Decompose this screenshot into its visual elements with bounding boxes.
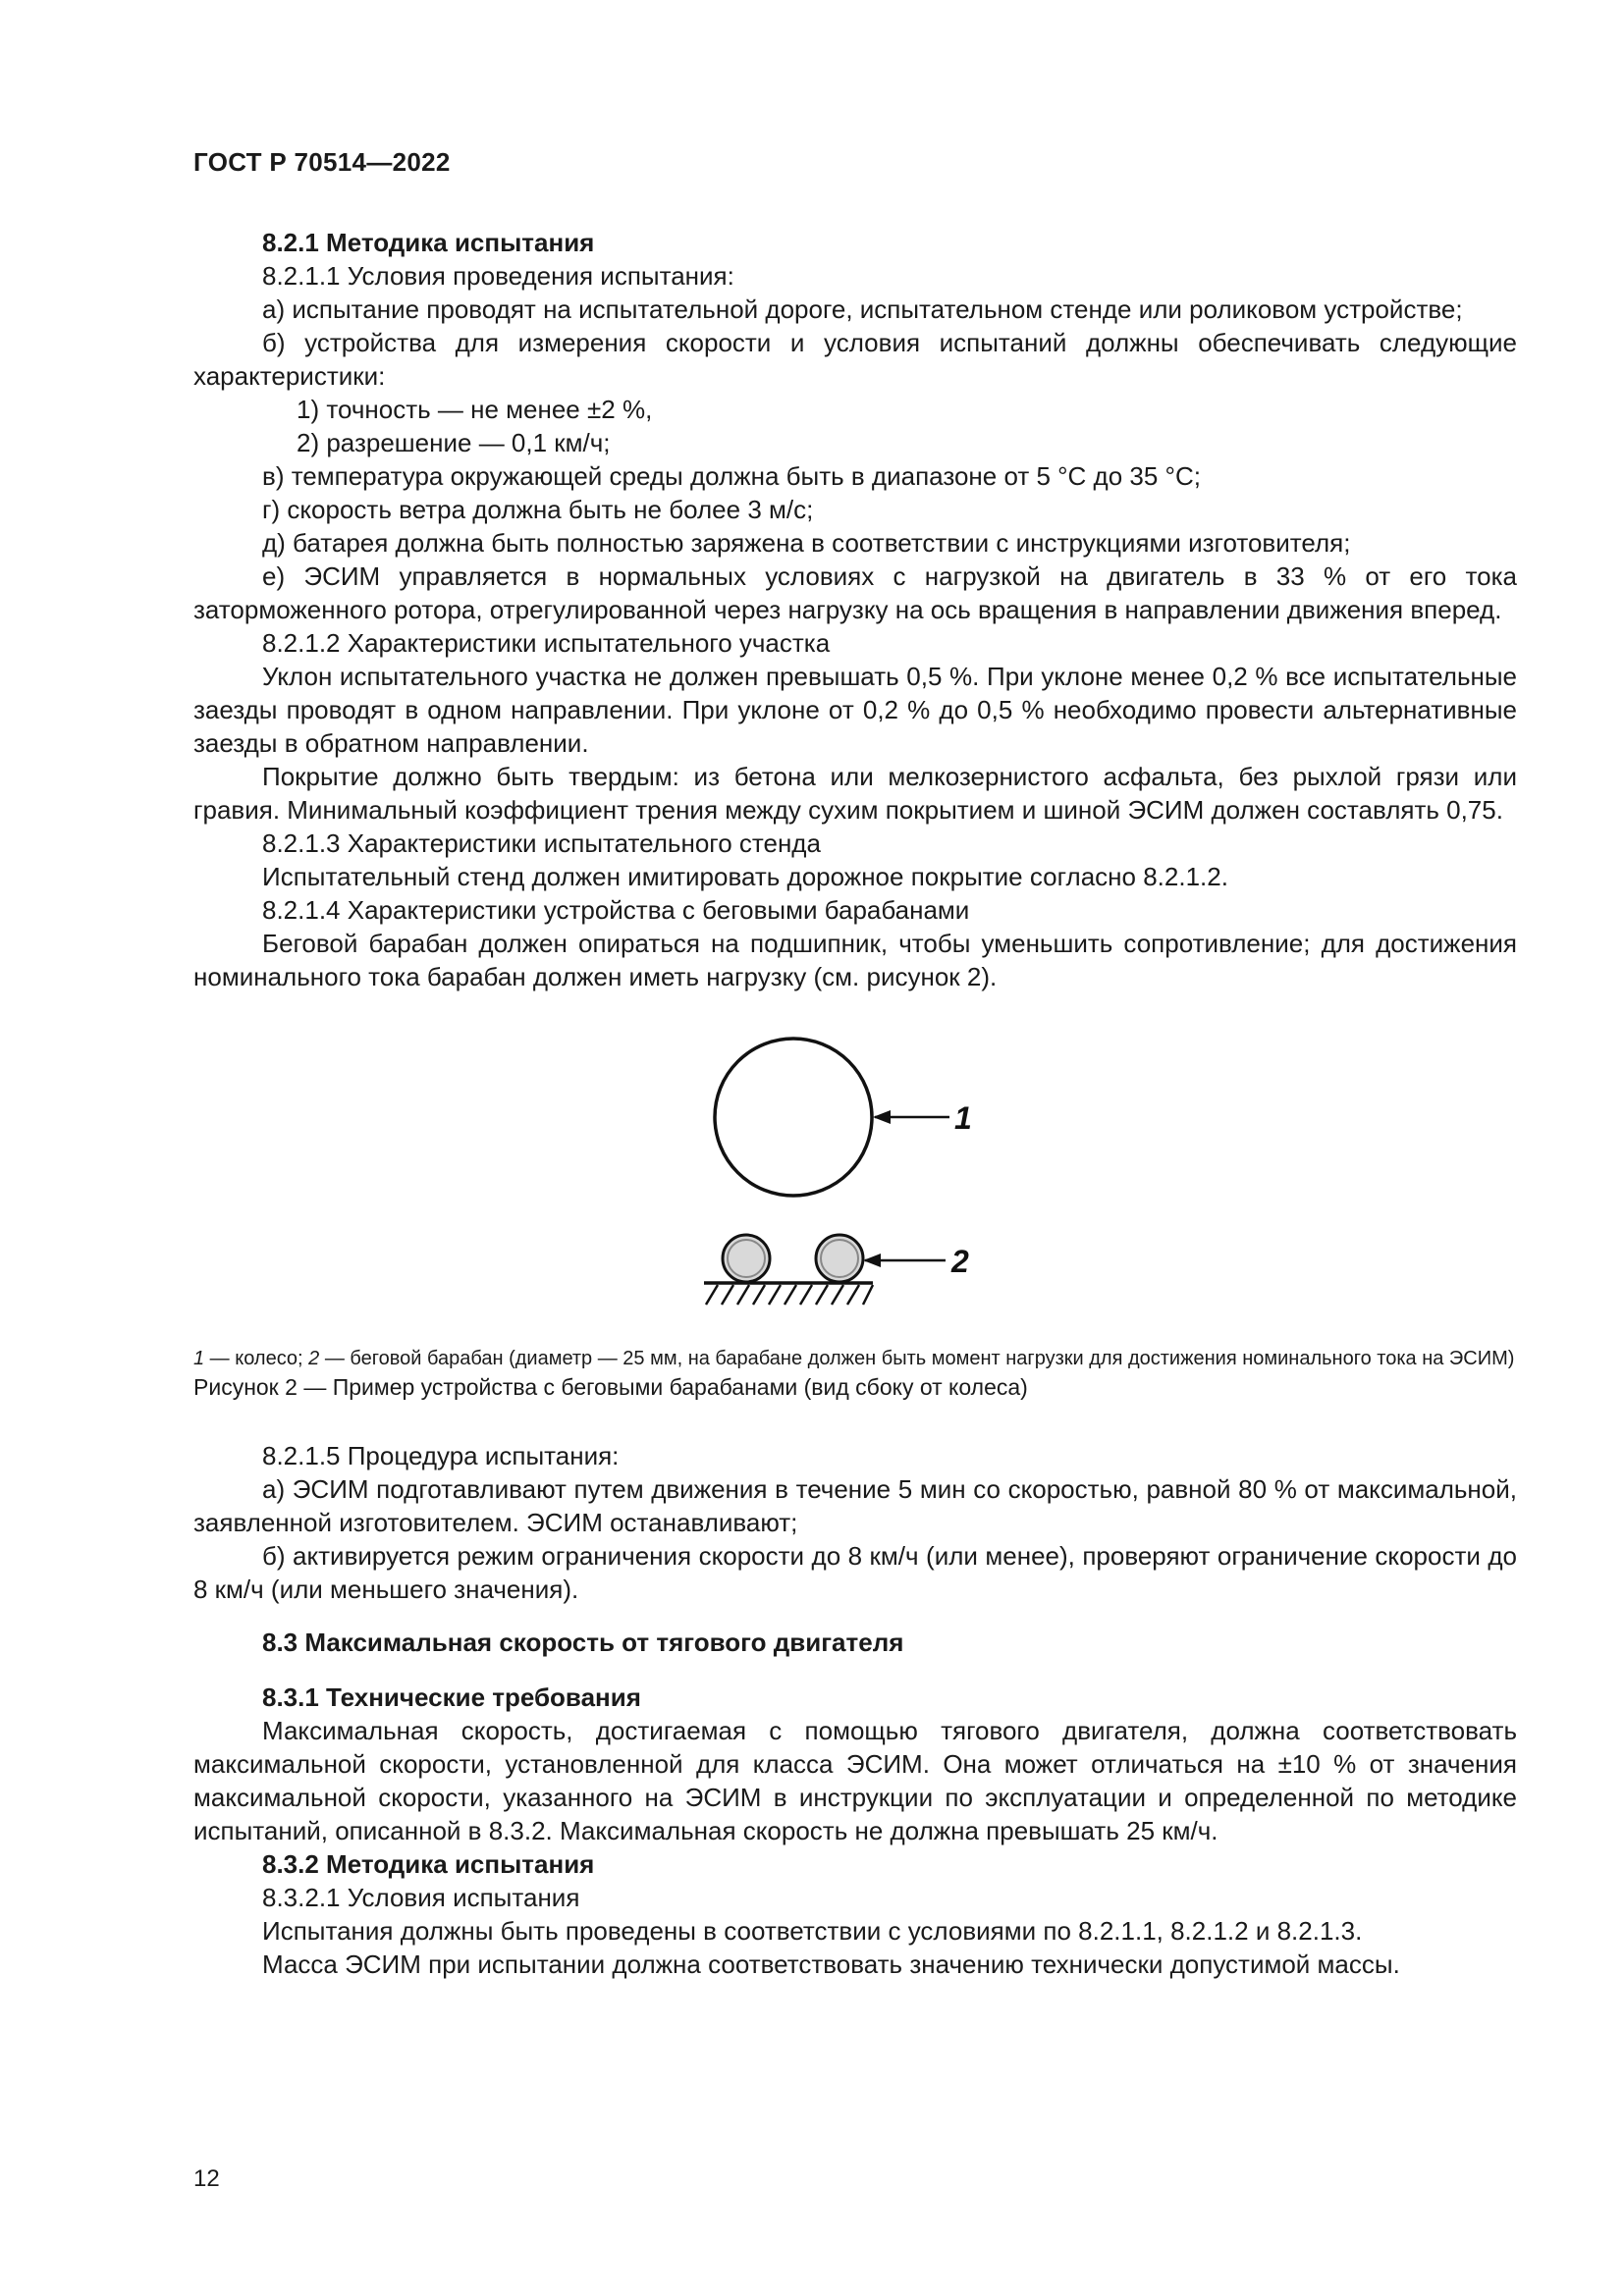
clause-8-2-1-4: 8.2.1.4 Характеристики устройства с беговыми барабанами: [262, 895, 970, 925]
label-2: 2: [951, 1244, 969, 1279]
procedure-item-a: а) ЭСИМ подготавливают путем движения в течение 5 мин со скоростью, равной 80 % от максимальной, заявленной изготовителем. ЭСИМ останавливают;: [193, 1474, 1517, 1537]
ground-hatching: [706, 1285, 873, 1305]
drum-left: [723, 1235, 770, 1282]
document-body: [193, 226, 1517, 1981]
arrowhead-2: [863, 1254, 881, 1267]
figure-caption: Рисунок 2 — Пример устройства с беговыми барабанами (вид сбоку от колеса): [193, 1374, 1028, 1400]
list-item-a: а) испытание проводят на испытательной дороге, испытательном стенде или роликовом устройстве;: [262, 294, 1463, 324]
drum-device-diagram: [704, 1021, 999, 1335]
paragraph-max-speed: Максимальная скорость, достигаемая с помощью тягового двигателя, должна соответствовать максимальной скорости, установленной для класса ЭСИМ. Она может отличаться на ±10 % от значения максимальной скорости, указанного на ЭСИМ в инструкции по эксплуатации и определенной по методике испытаний, описанной в 8.3.2. Максимальная скорость не должна превышать 25 км/ч.: [193, 1716, 1517, 1845]
list-item-b: б) устройства для измерения скорости и условия испытаний должны обеспечивать следующие характеристики:: [193, 328, 1517, 391]
arrowhead-1: [873, 1110, 891, 1124]
clause-8-2-1-2: 8.2.1.2 Характеристики испытательного участка: [262, 628, 831, 658]
clause-8-2-1-1: 8.2.1.1 Условия проведения испытания:: [262, 261, 734, 291]
section-8-3-1-title: 8.3.1 Технические требования: [262, 1682, 641, 1712]
legend-text-1: — колесо;: [204, 1348, 309, 1369]
paragraph-stand: Испытательный стенд должен имитировать дорожное покрытие согласно 8.2.1.2.: [262, 862, 1228, 891]
figure-legend: [193, 1345, 1517, 1372]
paragraph-slope: Уклон испытательного участка не должен превышать 0,5 %. При уклоне менее 0,2 % все испытательные заезды проводят в одном направлении. При уклоне от 0,2 % до 0,5 % необходимо провести альтернативные заезды в обратном направлении.: [193, 662, 1517, 758]
sub-item-2: 2) разрешение — 0,1 км/ч;: [297, 428, 611, 457]
procedure-item-b: б) активируется режим ограничения скорости до 8 км/ч (или менее), проверяют ограничение скорости до 8 км/ч (или меньшего значения).: [193, 1541, 1517, 1604]
paragraph-drum: Беговой барабан должен опираться на подшипник, чтобы уменьшить сопротивление; для достижения номинального тока барабан должен иметь нагрузку (см. рисунок 2).: [193, 929, 1517, 991]
section-8-3-2-title: 8.3.2 Методика испытания: [262, 1849, 595, 1879]
clause-8-3-2-1: 8.3.2.1 Условия испытания: [262, 1883, 580, 1912]
page-number: 12: [193, 2165, 220, 2192]
list-item-e: е) ЭСИМ управляется в нормальных условиях с нагрузкой на двигатель в 33 % от его тока заторможенного ротора, отрегулированной через нагрузку на ось вращения в направлении движения вперед.: [193, 561, 1517, 624]
clause-8-2-1-5: 8.2.1.5 Процедура испытания:: [262, 1441, 620, 1470]
section-8-3-title: 8.3 Максимальная скорость от тягового двигателя: [262, 1628, 904, 1657]
section-8-2-1-title: 8.2.1 Методика испытания: [262, 228, 595, 257]
sub-item-1: 1) точность — не менее ±2 %,: [297, 395, 653, 424]
drum-right: [816, 1235, 863, 1282]
figure-2: [193, 1021, 1517, 1345]
standard-header: ГОСТ Р 70514—2022: [193, 147, 451, 177]
list-item-v: в) температура окружающей среды должна быть в диапазоне от 5 °С до 35 °С;: [262, 461, 1201, 491]
paragraph-mass: Масса ЭСИМ при испытании должна соответствовать значению технически допустимой массы.: [262, 1949, 1400, 1979]
legend-num-1: 1: [193, 1348, 205, 1369]
clause-8-2-1-3: 8.2.1.3 Характеристики испытательного стенда: [262, 828, 821, 858]
paragraph-conditions: Испытания должны быть проведены в соответствии с условиями по 8.2.1.1, 8.2.1.2 и 8.2.1.3.: [262, 1916, 1363, 1946]
list-item-d: д) батарея должна быть полностью заряжена в соответствии с инструкциями изготовителя;: [262, 528, 1351, 558]
list-item-g: г) скорость ветра должна быть не более 3 м/с;: [262, 495, 814, 524]
label-1: 1: [954, 1100, 972, 1136]
paragraph-surface: Покрытие должно быть твердым: из бетона или мелкозернистого асфальта, без рыхлой грязи или гравия. Минимальный коэффициент трения между сухим покрытием и шиной ЭСИМ должен составлять 0,75.: [193, 762, 1517, 825]
wheel-shape: [715, 1039, 872, 1196]
legend-text-2: — беговой барабан (диаметр — 25 мм, на барабане должен быть момент нагрузки для достижения номинального тока на ЭСИМ): [319, 1348, 1515, 1369]
legend-num-2: 2: [308, 1348, 320, 1369]
